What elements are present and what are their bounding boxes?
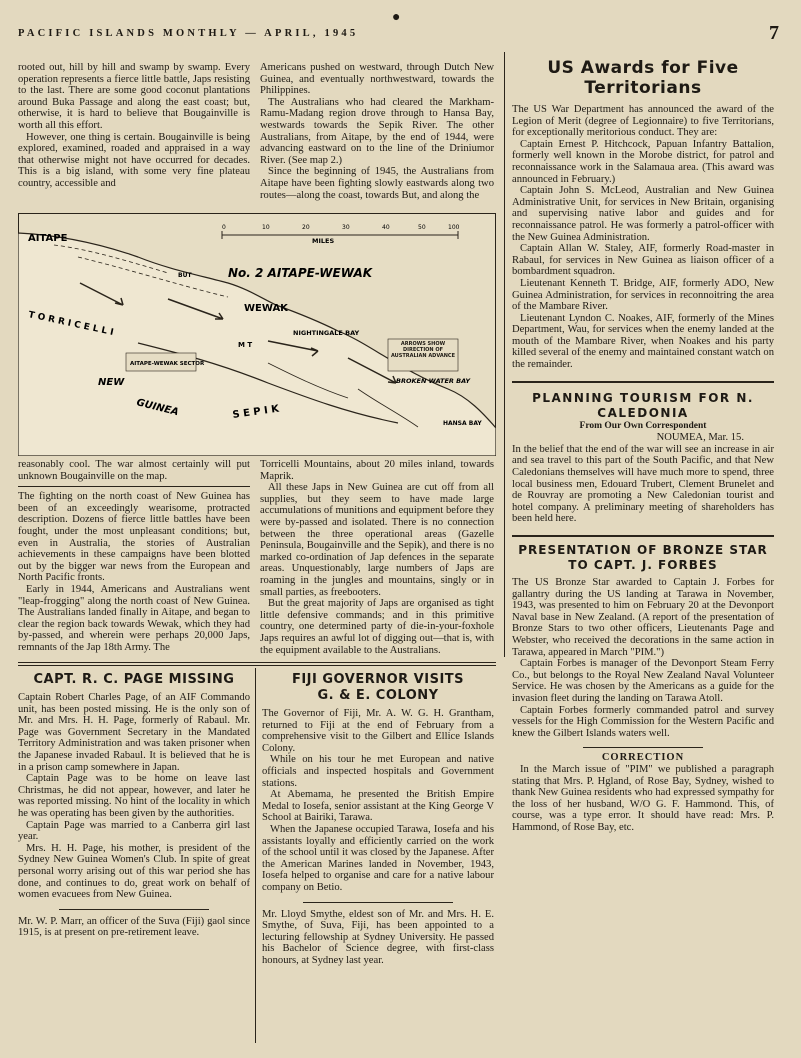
paragraph: Captain Page was to be home on leave last Christmas, he did not appear, however, and later he was reported missing. No hint of the locality in which he was operating has been given by the authorities. <box>18 773 250 819</box>
scale-tick: 100 <box>448 224 460 231</box>
paragraph: Lieutenant Kenneth T. Bridge, AIF, formerly ADO, New Guinea Administration, for services in reconnoitring the area of the Mambare River. <box>512 277 774 313</box>
page-missing-article <box>18 672 250 1047</box>
paragraph: Captain Robert Charles Page, of an AIF Commando unit, has been posted missing. He is the only son of Mr. and Mrs. H. H. Page, formerly of Rabaul. Mr. Page was Government Secretary in the Mandated Territory Administration and was taken prisoner when the Japanese invaded Rabaul. It is believed that he is in a prison camp somewhere in Japan. <box>18 692 250 773</box>
paragraph: Early in 1944, Americans and Australians went "leap-frogging" along the north coast of New Guinea. The Australians landed finally in Aitape, and began to clear the region back towards Wewak, which they had by-passed, and wherein were perhaps 20,000 Japs, remnants of the Jap 18th Army. The <box>18 583 250 653</box>
byline: From Our Own Correspondent <box>579 420 707 431</box>
right-column <box>512 58 774 1043</box>
paragraph: Since the beginning of 1945, the Australians from Aitape have been fighting slowly eastwards along two routes—along the coast, towards But, and along the <box>260 166 494 201</box>
paragraph: Lieutenant Lyndon C. Noakes, AIF, formerly of the Mines Department, Wau, for services when the enemy landed at the mouth of the Mambare River, when Noakes and his party killed several of the enemy and maintained constant watch on the remainder. <box>512 312 774 371</box>
scale-tick: 30 <box>342 224 350 231</box>
divider <box>59 909 209 910</box>
divider <box>583 747 703 748</box>
scale-tick: 10 <box>262 224 270 231</box>
fiji-governor-article <box>262 672 494 1047</box>
paragraph: Captain Forbes formerly commanded patrol and survey vessels for the High Commission for the Western Pacific and knew the Gilbert Islands waters well. <box>512 704 774 739</box>
divider <box>512 381 774 383</box>
paragraph: The US Bronze Star awarded to Captain J. Forbes for gallantry during the US landing at Tarawa in November, 1943, was presented to him on February 20 at the Devonport Naval base in New Zealand. (A report of the presentation of Bronze Stars to two other officers, Lieutenants Page and Webster, who received the decorations in the same action in Tarawa, appeared in March "PIM.") <box>512 577 774 658</box>
paragraph: But the great majority of Japs are organised as tight little defensive commands; and in this primitive country, one determined party of die-in-your-foxhole Japs requires an awful lot of digging out—that is, with the equipment available to the Australians. <box>260 598 494 656</box>
paragraph: Torricelli Mountains, about 20 miles inland, towards Maprik. <box>260 459 494 482</box>
column-divider <box>255 668 256 1043</box>
map-label-torricelli: T O R R I C E L L I <box>27 310 115 338</box>
map-label-aitape: AITAPE <box>28 233 68 244</box>
divider <box>512 535 774 537</box>
correction-title: CORRECTION <box>601 752 685 764</box>
dateline: NOUMEA, Mar. 15. <box>656 432 744 444</box>
column-divider <box>504 52 505 657</box>
page-number: 7 <box>769 22 779 44</box>
us-awards-title: US Awards for Five Territorians <box>547 58 739 98</box>
new-guinea-continued <box>260 62 494 212</box>
map-label-sector: AITAPE-WEWAK SECTOR <box>130 361 205 367</box>
paragraph: reasonably cool. The war almost certainly will put unknown Bougainville on the map. <box>18 459 250 482</box>
paragraph: The Australians who had cleared the Markham-Ramu-Madang region drove through to Hansa Bay, westwards towards the Sepik River. The other Australians, from Aitape, by the end of 1944, were advancing eastward on to the line of the Driniumor River. (See map 2.) <box>260 96 494 166</box>
paragraph: While on his tour he met European and native officials and inspected hospitals and Government stations. <box>262 754 494 789</box>
running-title: PACIFIC ISLANDS MONTHLY — APRIL, 1945 <box>18 28 359 39</box>
paragraph: Captain Ernest P. Hitchcock, Papuan Infantry Battalion, formerly well known in the Morobe district, for patrol and reconnaissance work in the Salamaua area. (This award was announced in February.) <box>512 138 774 185</box>
paragraph: The Governor of Fiji, Mr. A. W. G. H. Grantham, returned to Fiji at the end of February from a comprehensive visit to the Gilbert and Ellice Islands Colony. <box>262 708 494 754</box>
paragraph: However, one thing is certain. Bougainville is being explored, examined, roaded and appraised in a way that otherwise might not have occurred for decades. This is a big island, with some very fine plateau country, accessible and <box>18 131 250 189</box>
map-label-but: BUT <box>178 272 192 279</box>
section-rule <box>18 662 496 666</box>
scale-label: MILES <box>312 237 335 245</box>
paragraph: The fighting on the north coast of New Guinea has been of an exceedingly wearisome, protracted description. Dozens of fierce little battles have been fought, under the most unpleasant conditions; but, even in Australia, the stories of Australian achievements in these campaigns have been blotted out by the bigger war news from the European and North Pacific fronts. <box>18 491 250 584</box>
paragraph: Captain Allan W. Staley, AIF, formerly Road-master in Rabaul, for services in New Guinea as liaison officer of a bombardment squadron. <box>512 243 774 278</box>
paragraph: In the March issue of "PIM" we published a paragraph stating that Mrs. P. Hgland, of Rose Bay, Sydney, wished to thank New Guinea residents who had expressed sympathy for the loss of her husband, W/O G. F. Hammond. This, of course, was a type error. It should have read: Mrs. P. Hammond, of Rose Bay, etc. <box>512 763 774 833</box>
paragraph: The US War Department has announced the award of the Legion of Merit (degree of Legionnaire) to five Territorians, for exceptionally meritorious conduct. They are: <box>512 104 774 139</box>
scale-tick: 40 <box>382 224 390 231</box>
aitape-wewak-map <box>18 213 496 456</box>
map-legend: ARROWS SHOW DIRECTION OF AUSTRALIAN ADVANCE <box>390 341 456 359</box>
map-label-broken-water: BROKEN WATER BAY <box>396 377 471 385</box>
scale-tick: 50 <box>418 224 426 231</box>
divider <box>303 902 453 903</box>
map-label-wewak: WEWAK <box>244 303 288 314</box>
japs-isolated-article <box>260 459 494 659</box>
paragraph: Mrs. H. H. Page, his mother, is president of the Sydney New Guinea Women's Club. In spite of great personal worry arising out of this war period she has done, and continues to do, great work on behalf of women evacuees from New Guinea. <box>18 842 250 901</box>
paragraph: When the Japanese occupied Tarawa, Iosefa and his assistants loyally and efficiently carried on the work of the school until it was closed by the Japanese. After the American Marines landed in November, 1943, Iosefa helped to organise and care for a native labour company on Betio. <box>262 823 494 893</box>
map-figure <box>18 213 496 456</box>
divider <box>18 486 250 487</box>
north-coast-article <box>18 459 250 659</box>
map-label-new: NEW <box>98 377 125 388</box>
map-label-nightingale: NIGHTINGALE BAY <box>293 329 360 337</box>
page-missing-title: CAPT. R. C. PAGE MISSING <box>33 672 235 687</box>
paragraph: Mr. Lloyd Smythe, eldest son of Mr. and Mrs. H. E. Smythe, of Suva, Fiji, has been appointed to a lecturing fellowship at Sydney University. He passed his Bachelor of Science degree, with first-class honours, at Sydney last year. <box>262 908 494 966</box>
paragraph: rooted out, hill by hill and swamp by swamp. Every operation represents a fierce little battle, Japs resisting to the last. There are some good coconut plantations around Buka Passage and along the east coast; but, otherwise, it is hard to believe that Bougainville is worth all this effort. <box>18 62 250 131</box>
bronze-star-title: PRESENTATION OF BRONZE STAR TO CAPT. J. FORBES <box>518 543 768 572</box>
paragraph: Captain John S. McLeod, Australian and New Guinea Administrative Unit, for services in New Britain, organising and supervising native labor and guides and for reconnaissance patrol. He was formerly a patrol-officer with the New Guinea Administration. <box>512 185 774 243</box>
paragraph: Captain Page was married to a Canberra girl last year. <box>18 819 250 843</box>
paragraph: Mr. W. P. Marr, an officer of the Suva (Fiji) gaol since 1915, is at present on pre-retirement leave. <box>18 915 250 939</box>
map-label-hansa: HANSA BAY <box>443 420 482 427</box>
paragraph: Captain Forbes is manager of the Devonport Steam Ferry Co., but belongs to the Royal New Zealand Naval Volunteer Service. He was chosen by the Americans as a guide for the invasion fleet during the landing on Tarawa Atoll. <box>512 658 774 704</box>
scale-tick: 20 <box>302 224 310 231</box>
map-label-guinea: GUINEA <box>135 397 180 419</box>
bougainville-continued <box>18 62 250 212</box>
map-label-mt: M T <box>238 341 253 349</box>
header-dot: ● <box>392 10 401 25</box>
paragraph: Americans pushed on westward, through Dutch New Guinea, and eventually northwestward, towards the Philippines. <box>260 62 494 97</box>
map-label-sepik: S E P I K <box>231 403 280 421</box>
fiji-title-2: G. & E. COLONY <box>317 688 439 703</box>
scale-tick: 0 <box>222 224 226 231</box>
paragraph: In the belief that the end of the war will see an increase in air and sea travel to this part of the South Pacific, and that New Caledonians themselves will have much more to spend, three local business men, Edouard Trubert, Clement Brunelet and de Rouvray are promoting a New Caledonian tourist and hotel company. A preliminary meeting of shareholders has been held here. <box>512 443 774 525</box>
map-title: No. 2 AITAPE-WEWAK <box>228 266 373 280</box>
paragraph: At Abemama, he presented the British Empire Medal to Iosefa, senior assistant at the King George V School at Bairiki, Tarawa. <box>262 789 494 824</box>
tourism-title: PLANNING TOURISM FOR N. CALEDONIA <box>532 390 754 420</box>
fiji-title-1: FIJI GOVERNOR VISITS <box>291 672 465 687</box>
paragraph: All these Japs in New Guinea are cut off from all supplies, but they seem to have made large accumulations of munitions and equipment before they were by-passed and isolated. There is no connection between the three operational areas (Gazelle Peninsula, Bougainville and the Sepik), and there is no marked co-ordination of Jap defences in the separate areas. Unquestionably, large numbers of Japs are roaming in the jungles and mountains, singly or in small parties, as freebooters. <box>260 482 494 598</box>
